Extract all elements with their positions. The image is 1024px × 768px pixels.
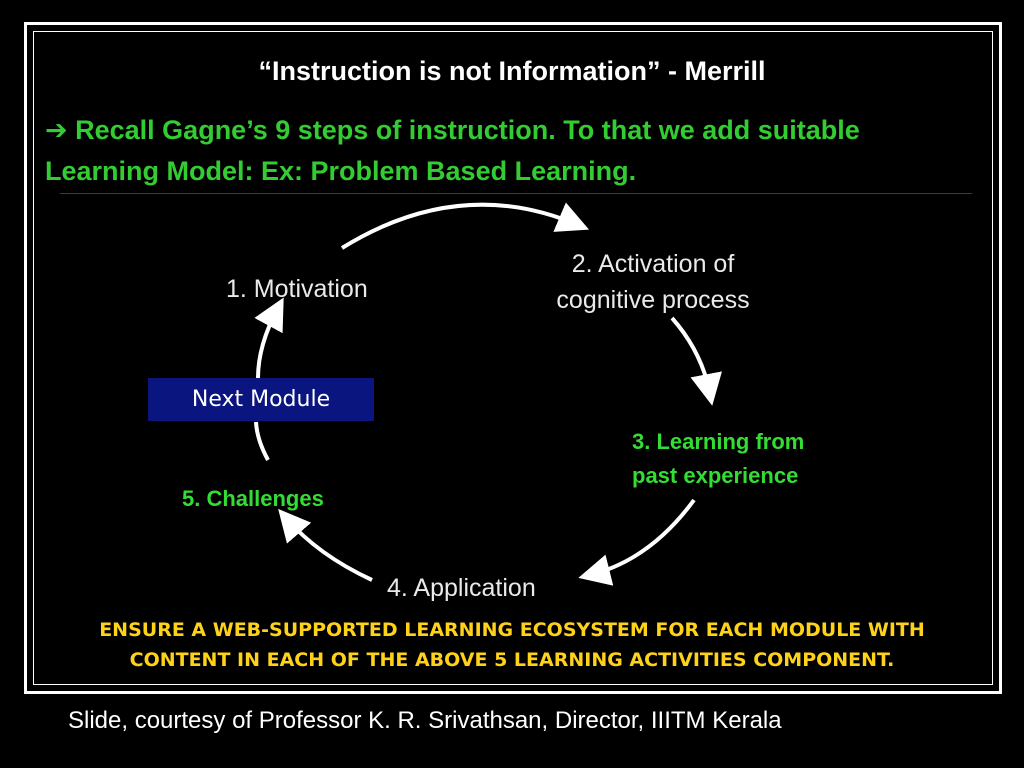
step-application: 4. Application (387, 574, 536, 602)
footnote (0, 615, 1024, 675)
next-module-button[interactable]: Next Module (148, 378, 374, 421)
step-learning-line2: past experience (632, 463, 799, 488)
right-arrow-icon: ➔ (45, 115, 68, 146)
step-activation (530, 246, 776, 318)
step-challenges: 5. Challenges (182, 486, 324, 511)
step-learning-line1: 3. Learning from (632, 429, 805, 454)
slide-credit: Slide, courtesy of Professor K. R. Srivathsan, Director, IIITM Kerala (68, 707, 782, 734)
slide-title: “Instruction is not Information” - Merrill (258, 56, 766, 86)
step-activation-line2: cognitive process (556, 286, 750, 314)
footnote-line2: CONTENT IN EACH OF THE ABOVE 5 LEARNING ACTIVITIES COMPONENT. (129, 649, 895, 671)
step-motivation: 1. Motivation (226, 275, 368, 303)
step-learning (632, 425, 804, 493)
intro-text (45, 110, 975, 191)
divider-line (60, 193, 972, 194)
intro-body: Recall Gagne’s 9 steps of instruction. To that we add suitable Learning Model: Ex: Problem Based Learning. (45, 115, 860, 186)
footnote-line1: ENSURE A WEB-SUPPORTED LEARNING ECOSYSTEM FOR EACH MODULE WITH (99, 619, 925, 641)
step-activation-line1: 2. Activation of (571, 250, 735, 278)
